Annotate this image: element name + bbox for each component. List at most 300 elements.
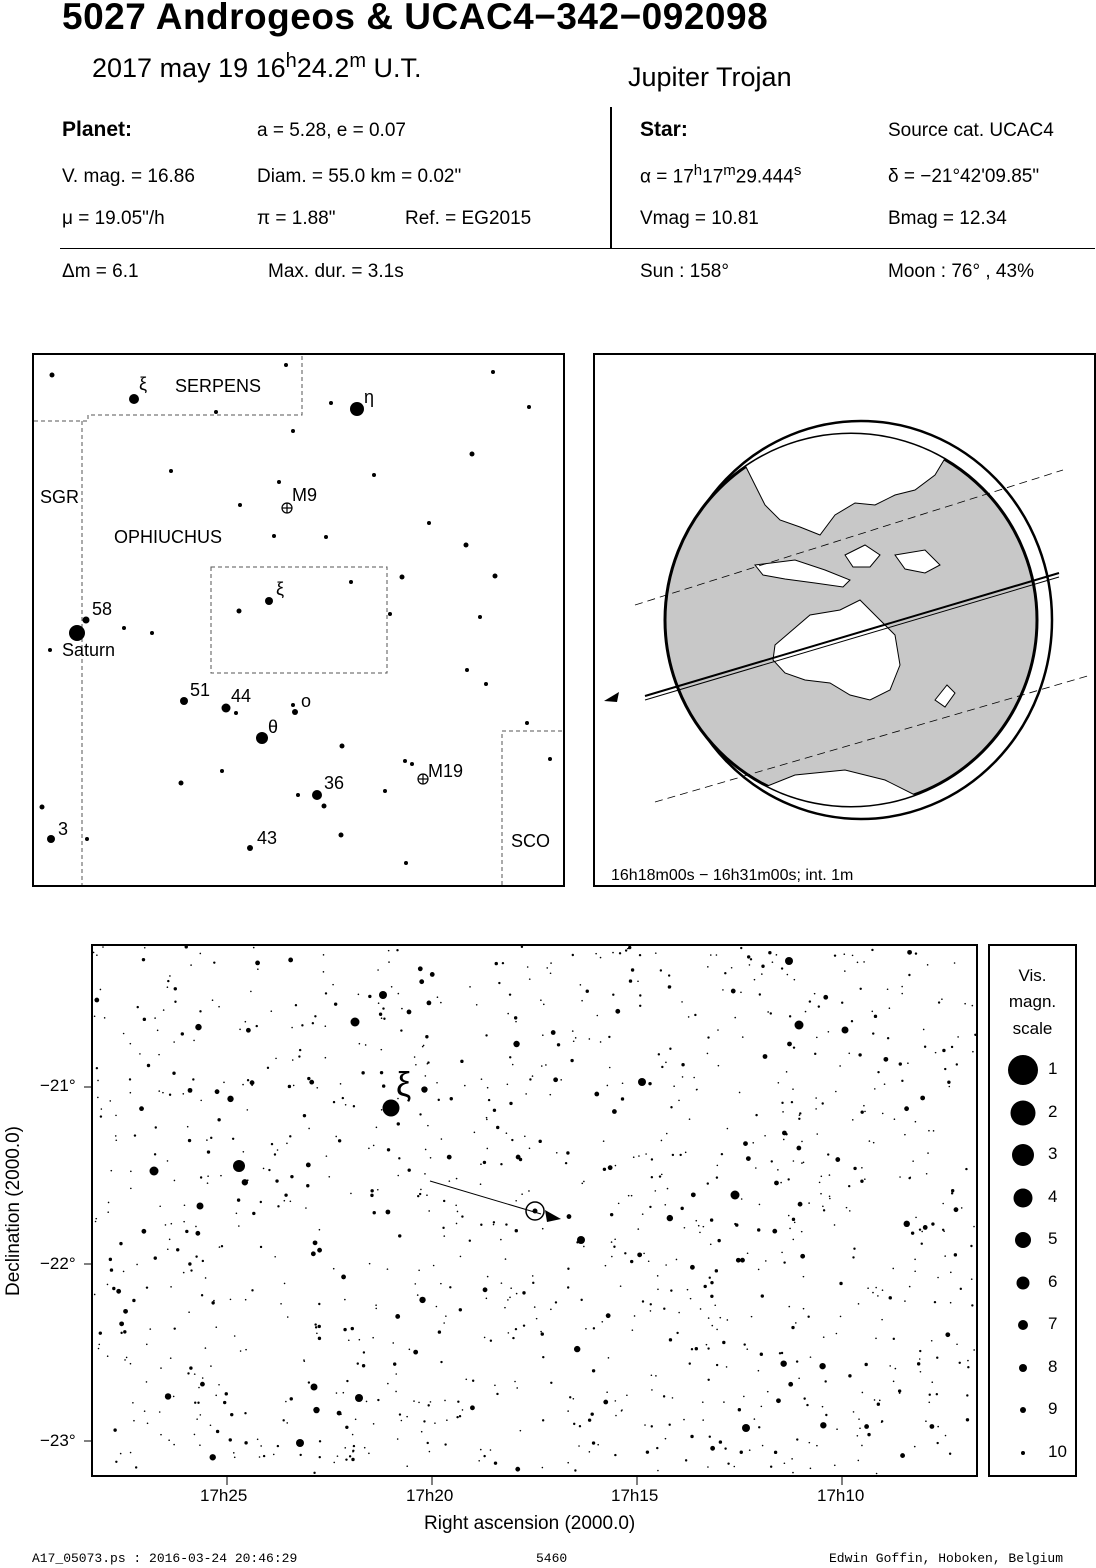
sky-star bbox=[668, 1424, 670, 1426]
sky-star bbox=[395, 1314, 400, 1319]
sky-star bbox=[904, 1134, 906, 1136]
sky-star bbox=[858, 1418, 860, 1420]
sky-star bbox=[469, 986, 471, 988]
sky-star bbox=[337, 1455, 339, 1457]
legend-label: 2 bbox=[1048, 1101, 1058, 1121]
sky-star bbox=[776, 1398, 781, 1403]
sky-star bbox=[954, 1253, 957, 1256]
bright-star bbox=[311, 1384, 318, 1391]
sky-star bbox=[291, 1027, 293, 1029]
sky-star bbox=[685, 1152, 687, 1154]
sky-star bbox=[172, 1072, 175, 1075]
sky-star bbox=[821, 1175, 823, 1177]
sky-star bbox=[907, 950, 912, 955]
sky-star bbox=[945, 1435, 947, 1437]
finder-star bbox=[238, 503, 242, 507]
object-type: Jupiter Trojan bbox=[628, 62, 792, 92]
sky-star bbox=[915, 1217, 917, 1219]
sky-star bbox=[670, 1289, 672, 1291]
sky-star bbox=[538, 1140, 541, 1143]
sky-star bbox=[819, 1182, 821, 1184]
finder-star bbox=[69, 625, 85, 641]
sky-star bbox=[887, 1037, 889, 1039]
sky-star bbox=[372, 1337, 374, 1339]
sky-star bbox=[863, 1105, 865, 1107]
sky-star bbox=[746, 1156, 751, 1161]
sky-star bbox=[929, 1394, 931, 1396]
sky-star bbox=[858, 1053, 861, 1056]
sky-star bbox=[480, 1163, 482, 1165]
sky-star bbox=[401, 1420, 403, 1422]
path-direction-arrow bbox=[604, 692, 619, 702]
sky-star bbox=[606, 1391, 608, 1393]
sky-star bbox=[532, 1075, 534, 1077]
sky-star bbox=[255, 961, 260, 966]
sky-star bbox=[333, 1268, 335, 1270]
sky-star bbox=[388, 950, 390, 952]
sky-star bbox=[590, 1412, 593, 1415]
sky-star bbox=[184, 1204, 186, 1206]
sky-star bbox=[399, 1413, 401, 1415]
sky-star bbox=[377, 969, 379, 971]
sky-star bbox=[642, 1213, 644, 1215]
sky-star bbox=[760, 1353, 763, 1356]
sky-star bbox=[344, 1447, 346, 1449]
sky-star bbox=[375, 1308, 377, 1310]
sky-star bbox=[661, 1174, 663, 1176]
sky-star bbox=[944, 1255, 946, 1257]
sky-star bbox=[313, 1240, 318, 1245]
sky-star bbox=[709, 1435, 711, 1437]
sky-star bbox=[740, 1451, 743, 1454]
sky-star bbox=[440, 1283, 442, 1285]
sky-star bbox=[605, 1265, 607, 1267]
sky-star bbox=[352, 1434, 354, 1436]
sky-star bbox=[792, 1239, 794, 1241]
sky-star bbox=[882, 1289, 884, 1291]
sky-star bbox=[882, 1113, 884, 1115]
sky-star bbox=[109, 1100, 111, 1102]
finder-star bbox=[83, 617, 90, 624]
sky-star bbox=[244, 1412, 246, 1414]
page-title: 5027 Androgeos & UCAC4−342−092098 bbox=[62, 0, 769, 37]
label-44: 44 bbox=[231, 686, 252, 706]
sky-star bbox=[597, 1444, 599, 1446]
sky-star bbox=[941, 998, 943, 1000]
sky-star bbox=[792, 1218, 795, 1221]
sky-star bbox=[801, 1141, 803, 1143]
sky-star bbox=[788, 1215, 790, 1217]
sky-star bbox=[388, 961, 390, 963]
sky-star bbox=[274, 1153, 276, 1155]
sky-star bbox=[396, 949, 398, 951]
sky-star bbox=[154, 1153, 156, 1155]
sky-star bbox=[858, 1460, 860, 1462]
sky-star bbox=[185, 946, 188, 949]
sky-star bbox=[944, 1068, 946, 1070]
sky-star bbox=[633, 1156, 635, 1158]
sky-star bbox=[973, 1349, 975, 1351]
sky-star bbox=[123, 1271, 125, 1273]
sky-star bbox=[556, 1152, 558, 1154]
sky-star bbox=[919, 1228, 921, 1230]
sky-star bbox=[661, 1066, 663, 1068]
sky-star bbox=[318, 1325, 321, 1328]
sky-star bbox=[326, 1155, 328, 1157]
sky-star bbox=[931, 1222, 934, 1225]
sky-star bbox=[875, 1287, 877, 1289]
sky-star bbox=[260, 1201, 262, 1203]
sky-star bbox=[622, 1082, 624, 1084]
sky-star bbox=[341, 1275, 346, 1280]
sky-star bbox=[280, 1303, 282, 1305]
sky-star bbox=[849, 1210, 851, 1212]
earth-path-svg bbox=[595, 355, 1096, 885]
sky-star bbox=[964, 1003, 966, 1005]
sky-star bbox=[447, 1155, 452, 1160]
sky-star bbox=[124, 1359, 126, 1361]
sky-star bbox=[581, 1000, 583, 1002]
label-m19: M19 bbox=[428, 761, 464, 781]
sky-star bbox=[827, 1153, 829, 1155]
sky-star bbox=[690, 1298, 692, 1300]
sky-star bbox=[323, 971, 325, 973]
sky-star bbox=[572, 1030, 574, 1032]
sky-star bbox=[751, 1316, 753, 1318]
sky-star bbox=[383, 1018, 385, 1020]
sky-star bbox=[862, 1392, 864, 1394]
sky-star bbox=[387, 1268, 389, 1270]
sky-star bbox=[461, 1215, 463, 1217]
sky-star bbox=[889, 1296, 892, 1299]
sky-star bbox=[130, 1043, 132, 1045]
label-theta: θ bbox=[268, 717, 279, 737]
sky-star bbox=[823, 1336, 825, 1338]
sky-star bbox=[428, 1210, 430, 1212]
sky-star bbox=[109, 1258, 112, 1261]
header-rule bbox=[60, 248, 1095, 249]
sky-star bbox=[426, 1194, 428, 1196]
sky-star bbox=[689, 1118, 691, 1120]
sky-star bbox=[798, 1377, 800, 1379]
sky-star bbox=[614, 1238, 616, 1240]
sky-star bbox=[406, 1465, 408, 1467]
sky-star bbox=[786, 1071, 788, 1073]
sky-star bbox=[110, 1170, 112, 1172]
sky-star bbox=[250, 991, 252, 993]
sky-star bbox=[621, 1410, 623, 1412]
sky-star bbox=[672, 1154, 674, 1156]
finder-chart-svg bbox=[34, 355, 563, 885]
sky-star bbox=[612, 994, 614, 996]
sky-star bbox=[444, 1400, 446, 1402]
sky-star bbox=[200, 953, 202, 955]
sky-star bbox=[948, 1086, 950, 1088]
sky-star bbox=[115, 1139, 117, 1141]
sky-star bbox=[387, 1148, 390, 1151]
sky-star bbox=[936, 1357, 938, 1359]
legend-row bbox=[990, 1182, 1075, 1214]
sky-star bbox=[417, 1195, 419, 1197]
sky-star bbox=[418, 1402, 420, 1404]
sky-star bbox=[509, 993, 511, 995]
bright-star bbox=[842, 1027, 849, 1034]
sky-star bbox=[915, 1121, 917, 1123]
sky-star bbox=[196, 1418, 198, 1420]
sky-star bbox=[877, 1071, 879, 1073]
finder-star bbox=[478, 615, 482, 619]
sky-star bbox=[549, 1094, 551, 1096]
sky-star bbox=[809, 1000, 811, 1002]
sky-star bbox=[460, 1256, 462, 1258]
sky-star bbox=[155, 1126, 157, 1128]
sky-star bbox=[311, 1251, 316, 1256]
sky-star bbox=[498, 982, 500, 984]
sky-star bbox=[480, 1449, 482, 1451]
legend-dot bbox=[998, 1139, 1048, 1171]
sky-star bbox=[407, 1168, 410, 1171]
sky-star bbox=[207, 1182, 209, 1184]
sky-star bbox=[740, 992, 742, 994]
sky-star bbox=[424, 1173, 426, 1175]
sky-star bbox=[159, 1411, 161, 1413]
legend-label: 3 bbox=[1048, 1144, 1058, 1163]
sky-star bbox=[516, 1387, 518, 1389]
sky-star bbox=[174, 987, 177, 990]
sky-star bbox=[308, 1381, 310, 1383]
sky-star bbox=[723, 1401, 725, 1403]
sky-star bbox=[221, 1245, 223, 1247]
sky-star bbox=[419, 979, 424, 984]
sky-star bbox=[464, 1085, 466, 1087]
finder-star bbox=[493, 574, 498, 579]
star-vmag: Vmag = 10.81 bbox=[640, 208, 759, 229]
bright-star bbox=[351, 1018, 360, 1027]
finder-star bbox=[548, 757, 552, 761]
sky-star bbox=[107, 1355, 109, 1357]
sky-star bbox=[220, 1175, 222, 1177]
legend-label: 6 bbox=[1048, 1271, 1058, 1291]
sky-star bbox=[615, 1400, 617, 1402]
sky-star bbox=[146, 1286, 148, 1288]
sky-star bbox=[318, 1303, 320, 1305]
sky-star bbox=[159, 1205, 161, 1207]
sky-star bbox=[417, 1294, 419, 1296]
sky-star bbox=[257, 968, 259, 970]
sky-star bbox=[823, 995, 828, 1000]
legend-dot bbox=[998, 1224, 1048, 1256]
sky-star bbox=[615, 1165, 617, 1167]
sky-star bbox=[829, 1196, 831, 1198]
sky-star bbox=[210, 1424, 212, 1426]
sky-star bbox=[551, 1030, 556, 1035]
sky-star bbox=[639, 954, 641, 956]
sky-star bbox=[357, 1362, 359, 1364]
sky-star bbox=[597, 1015, 599, 1017]
sky-star bbox=[459, 1308, 462, 1311]
sky-star bbox=[425, 1149, 427, 1151]
sky-star bbox=[660, 969, 662, 971]
sky-star bbox=[714, 1304, 716, 1306]
sky-star bbox=[375, 1304, 377, 1306]
finder-star bbox=[388, 612, 392, 616]
sky-star bbox=[242, 1084, 244, 1086]
minutes-text: 24.2 bbox=[296, 53, 350, 83]
finder-star bbox=[214, 410, 218, 414]
sky-star bbox=[919, 1350, 921, 1352]
sky-star bbox=[183, 1221, 185, 1223]
sky-star bbox=[368, 1453, 370, 1455]
sky-star bbox=[116, 1289, 121, 1294]
sky-star bbox=[938, 1001, 940, 1003]
sky-star bbox=[951, 1189, 954, 1192]
sky-star bbox=[934, 1301, 936, 1303]
sky-star bbox=[174, 1180, 176, 1182]
sky-star bbox=[717, 1029, 719, 1031]
sky-star bbox=[734, 1017, 736, 1019]
finder-star bbox=[265, 597, 273, 605]
sky-star bbox=[486, 1148, 488, 1150]
sky-star bbox=[379, 1013, 382, 1016]
sky-star bbox=[368, 1148, 370, 1150]
finder-star bbox=[404, 861, 408, 865]
sky-star bbox=[670, 1106, 672, 1108]
sky-star bbox=[836, 1333, 838, 1335]
sky-star bbox=[273, 1454, 275, 1456]
sky-star bbox=[206, 1139, 208, 1141]
sky-star bbox=[808, 1202, 810, 1204]
sky-star bbox=[260, 1445, 262, 1447]
sky-star bbox=[215, 1395, 217, 1397]
sky-star bbox=[711, 1325, 713, 1327]
sky-star bbox=[829, 1174, 831, 1176]
sky-star bbox=[292, 1059, 294, 1061]
sky-star bbox=[788, 1306, 790, 1308]
sky-star bbox=[815, 1108, 817, 1110]
label-xi: ξ bbox=[396, 1066, 412, 1104]
sky-star bbox=[139, 1106, 144, 1111]
finder-star bbox=[50, 373, 55, 378]
sky-star bbox=[546, 967, 548, 969]
sky-star bbox=[950, 1302, 952, 1304]
sky-star bbox=[787, 1178, 789, 1180]
sky-star bbox=[688, 1016, 690, 1018]
header-divider bbox=[610, 107, 612, 248]
sky-star bbox=[585, 1328, 587, 1330]
sky-star bbox=[843, 953, 845, 955]
sky-star bbox=[589, 1038, 591, 1040]
sky-star bbox=[225, 1392, 228, 1395]
sky-star bbox=[369, 1263, 371, 1265]
sky-star bbox=[378, 1002, 380, 1004]
label-sco: SCO bbox=[511, 831, 551, 851]
sky-star bbox=[376, 1127, 378, 1129]
sky-star bbox=[502, 962, 504, 964]
sky-star bbox=[799, 1112, 801, 1114]
sky-star bbox=[816, 1445, 818, 1447]
finder-star bbox=[237, 609, 242, 614]
bright-star bbox=[577, 1236, 585, 1244]
sky-star bbox=[864, 1363, 867, 1366]
sky-star bbox=[676, 1259, 678, 1261]
finder-star bbox=[179, 781, 184, 786]
sky-star bbox=[759, 993, 761, 995]
sky-star bbox=[381, 1109, 383, 1111]
sky-star bbox=[614, 1454, 616, 1456]
sky-star bbox=[343, 1392, 345, 1394]
sky-star bbox=[693, 1077, 695, 1079]
sky-star bbox=[480, 1183, 482, 1185]
sky-star bbox=[710, 1243, 712, 1245]
sky-star bbox=[612, 1109, 617, 1114]
sky-star bbox=[754, 979, 756, 981]
sky-star bbox=[377, 1189, 379, 1191]
sky-star bbox=[844, 970, 846, 972]
sky-star bbox=[515, 1200, 517, 1202]
sky-star bbox=[707, 1379, 709, 1381]
sky-star bbox=[275, 1058, 277, 1060]
bright-star bbox=[150, 1167, 159, 1176]
cluster-m9 bbox=[282, 503, 292, 513]
sky-star bbox=[469, 1239, 471, 1241]
sky-star bbox=[822, 1102, 824, 1104]
sky-star bbox=[774, 1451, 777, 1454]
sky-star bbox=[942, 1203, 944, 1205]
sky-star bbox=[573, 1423, 575, 1425]
sky-star bbox=[716, 1364, 718, 1366]
sky-star bbox=[515, 1229, 518, 1232]
sky-star bbox=[875, 1338, 877, 1340]
sky-star bbox=[569, 1396, 571, 1398]
finder-stars bbox=[40, 363, 553, 865]
sky-star bbox=[703, 1285, 706, 1288]
sky-star bbox=[915, 952, 917, 954]
y-axis-label: Declination (2000.0) bbox=[3, 1125, 24, 1297]
sky-star bbox=[774, 1181, 779, 1186]
sky-star bbox=[94, 1294, 96, 1296]
sky-star bbox=[218, 1006, 220, 1008]
sky-star bbox=[529, 978, 531, 980]
sky-star bbox=[434, 1422, 436, 1424]
sky-star bbox=[794, 1222, 796, 1224]
sky-star bbox=[573, 1398, 575, 1400]
sky-star bbox=[864, 1178, 866, 1180]
legend-label: 9 bbox=[1048, 1399, 1058, 1418]
ra-seconds: 29.444 bbox=[735, 166, 794, 188]
star-ra bbox=[640, 162, 801, 188]
sky-star bbox=[550, 972, 552, 974]
sky-star bbox=[188, 1311, 190, 1313]
sky-star bbox=[430, 972, 435, 977]
sky-star bbox=[719, 1317, 721, 1319]
sky-star bbox=[567, 1410, 569, 1412]
sky-star bbox=[543, 1004, 545, 1006]
sky-star bbox=[567, 1462, 569, 1464]
sky-star bbox=[695, 1220, 697, 1222]
sky-star bbox=[853, 1167, 856, 1170]
sky-star bbox=[783, 1139, 785, 1141]
sky-star bbox=[971, 1304, 973, 1306]
sky-star bbox=[770, 1012, 772, 1014]
sky-star bbox=[657, 1288, 659, 1290]
sky-star bbox=[130, 1188, 132, 1190]
sky-star bbox=[972, 1005, 974, 1007]
sky-star bbox=[703, 1226, 705, 1228]
sky-star bbox=[137, 1006, 139, 1008]
sky-star bbox=[202, 1377, 204, 1379]
sky-star bbox=[716, 1176, 718, 1178]
sky-star bbox=[853, 1411, 855, 1413]
